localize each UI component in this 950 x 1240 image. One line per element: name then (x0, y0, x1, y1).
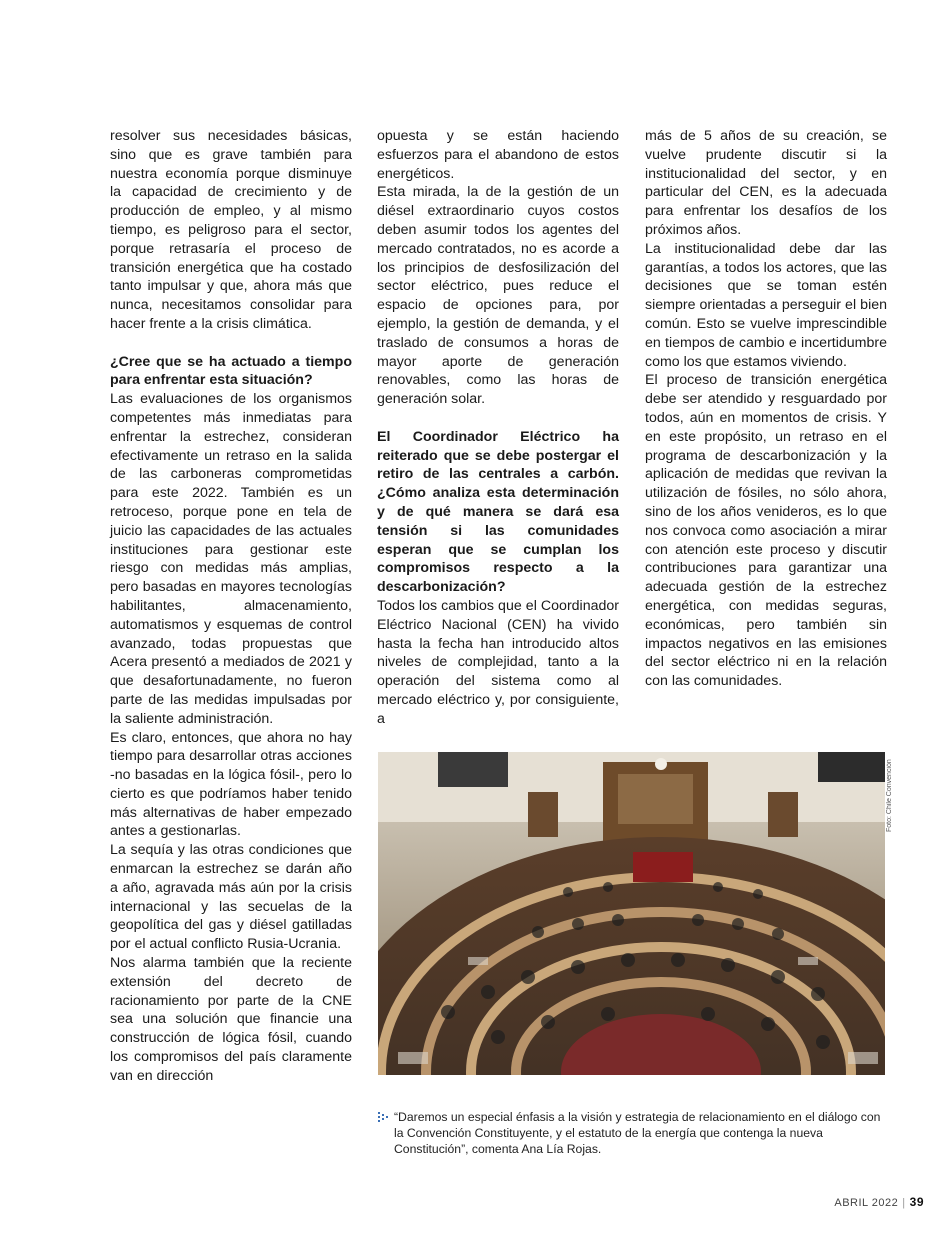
assembly-hall-photo (378, 752, 885, 1075)
article-column-2 (377, 127, 619, 729)
issue-date: ABRIL 2022 (834, 1197, 899, 1209)
paragraph: opuesta y se están haciendo esfuerzos para el abandono de estos energéticos. (377, 128, 619, 182)
paragraph: El proceso de transición energética debe ser atendido y resguardado por todos, aún en momentos de crisis. Y en este propósito, un retraso en el programa de descarbonización y la aplicación de medidas que revivan la utilización de fósiles, no sólo ahora, sino de los años venideros, es lo que nos convoca como asociación a mirar con atención este proceso y discutir contribuciones para garantizar una adecuada gestión de la estrechez energética, con medidas seguras, económicas, pero también sin impactos negativos en las emisiones del sector eléctrico ni en la relación con las comunidades. (645, 372, 887, 690)
article-column-1 (110, 127, 352, 1086)
paragraph: Es claro, entonces, que ahora no hay tiempo para desarrollar otras acciones -no basadas en la lógica fósil-, pero lo cierto es que podríamos haber tenido más alternativas de haber empezado antes a gestionarlas. (110, 729, 352, 840)
photo-caption (378, 1109, 888, 1157)
footer-separator: | (902, 1197, 906, 1209)
page-footer (834, 1195, 924, 1209)
paragraph: Todos los cambios que el Coordinador Eléctrico Nacional (CEN) ha vivido hasta la fecha han introducido altos niveles de complejidad, tanto a la operación del sistema como al mercado eléctrico y, por consiguiente, a (377, 597, 619, 727)
paragraph: Nos alarma también que la reciente extensión del decreto de racionamiento por parte de la CNE sea una solución que financie una construcción de lógica fósil, cuando los compromisos del país claramente van en dirección (110, 955, 352, 1084)
paragraph: resolver sus necesidades básicas, sino que es grave también para nuestra economía porque disminuye la capacidad de crecimiento y de producción de empleo, y al mismo tiempo, es peligroso para el sector, porque retrasaría el proceso de transición energética que ha costado tanto impulsar y que, ahora más que nunca, necesitamos consolidar para hacer frente a la crisis climática. (110, 128, 352, 332)
interview-question: El Coordinador Eléctrico ha reiterado que se debe postergar el retiro de las centrales a carbón. ¿Cómo analiza esta determinación y de qué manera se dará esa tensión si las comunidades esperan que se cumplan los compromisos respecto a la descarbonización? (377, 428, 619, 596)
article-column-3 (645, 127, 887, 691)
photo-credit: Foto: Chile Convención (886, 759, 893, 832)
caption-text: “Daremos un especial énfasis a la visión y estrategia de relacionamiento en el diálogo con la Convención Constituyente, y el estatuto de la energía que contenga la nueva Constitución”, comenta Ana Lía Rojas. (394, 1110, 881, 1156)
paragraph: más de 5 años de su creación, se vuelve prudente discutir si la institucionalidad del sector, y en particular del CEN, es la adecuada para enfrentar los desafíos de los próximos años. (645, 128, 887, 238)
paragraph: La sequía y las otras condiciones que enmarcan la estrechez se darán año a año, agravada más aún por la crisis internacional y las secuelas de la geopolítica del gas y diésel gatilladas por el actual conflicto Rusia-Ucrania. (110, 842, 352, 953)
interview-question: ¿Cree que se ha actuado a tiempo para enfrentar esta situación? (110, 353, 352, 389)
paragraph: Esta mirada, la de la gestión de un diésel extraordinario cuyos costos deben asumir todos los agentes del mercado contratados, no es acorde a los principios de desfosilización del sector eléctrico, pues reduce el espacio de opciones para, por ejemplo, la gestión de demanda, y el traslado de consumos a horas de mayor aporte de generación renovables, como las horas de generación solar. (377, 184, 619, 408)
paragraph: La institucionalidad debe dar las garantías, a todos los actores, que las decisiones que se toman estén siempre orientadas a perseguir el bien común. Esto se vuelve imprescindible en tiempos de cambio e incertidumbre como los que estamos viviendo. (645, 240, 887, 370)
caption-marker-icon (378, 1112, 388, 1122)
page-number: 39 (909, 1195, 924, 1209)
paragraph: Las evaluaciones de los organismos competentes más inmediatas para enfrentar la estrechez, consideran efectivamente un retraso en la salida de las carboneras comprometidas para este 2022. También es un retroceso, porque pone en tela de juicio las capacidades de las actuales instituciones para gestionar este riesgo con medidas más amplias, pero basadas en mayores tecnologías habilitantes, almacenamiento, automatismos y esquemas de control avanzado, todas propuestas que Acera presentó a mediados de 2021 y que desafortunadamente, no fueron parte de las medidas impulsadas por la saliente administración. (110, 391, 352, 727)
